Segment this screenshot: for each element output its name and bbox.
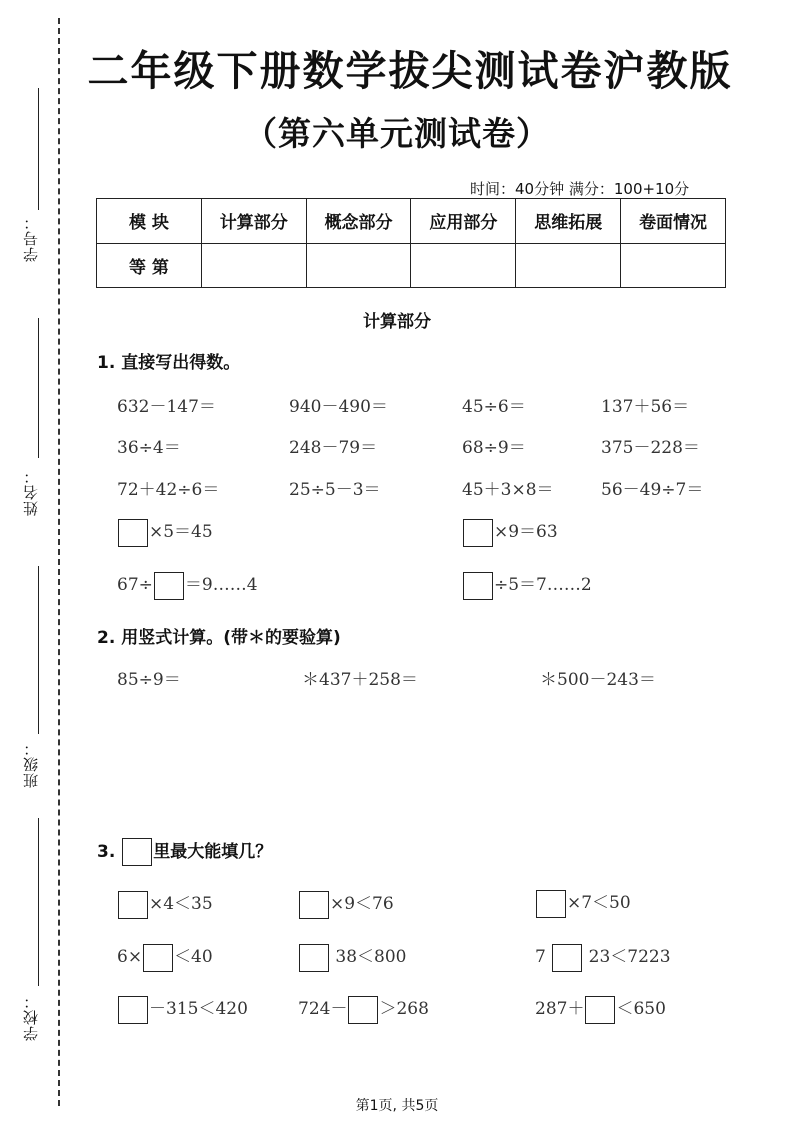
section-title: 计算部分 (363, 312, 431, 332)
exercise: ＊500－243＝ (540, 670, 656, 690)
exercise: 632－147＝ (117, 397, 216, 417)
fill-box-exercise (298, 942, 407, 972)
exercise-text: ×5＝45 (149, 522, 213, 542)
page-title: 二年级下册数学拔尖测试卷沪教版 (87, 47, 733, 95)
score-table-cell: 卷面情况 (621, 199, 726, 244)
exercise: 85÷9＝ (117, 670, 181, 690)
exercise-text: 23＜7223 (588, 947, 671, 967)
exercise-text: ＜650 (616, 999, 666, 1019)
time-info: 时间：40分钟 满分：100+10分 (470, 180, 690, 198)
score-table-cell: 思维拓展 (516, 199, 621, 244)
exercise-text: ×7＜50 (567, 893, 631, 913)
exercise-text: 724－ (298, 999, 348, 1019)
score-table-cell: 等 第 (97, 243, 202, 288)
score-table (96, 198, 726, 288)
exercise-text: 38＜800 (335, 947, 407, 967)
answer-box-sample (122, 838, 152, 866)
fill-box-exercise (117, 570, 258, 600)
fill-box-exercise (117, 994, 248, 1024)
score-table-cell: 计算部分 (201, 199, 306, 244)
exercise: 68÷9＝ (462, 438, 526, 458)
student-id-label: 学号： (22, 214, 40, 262)
exercise-text: 67÷ (117, 575, 153, 595)
score-table-cell: 概念部分 (306, 199, 411, 244)
school-label: 学校： (22, 993, 40, 1041)
answer-box[interactable] (585, 996, 615, 1024)
answer-box[interactable] (299, 944, 329, 972)
fill-box-exercise (117, 889, 213, 919)
answer-box[interactable] (143, 944, 173, 972)
exercise-text: －315＜420 (149, 999, 248, 1019)
exercise-text: ＜40 (174, 947, 213, 967)
exercise-text: ＝9……4 (184, 575, 258, 595)
exercise: 45＋3×8＝ (462, 480, 554, 500)
page-footer: 第1页, 共5页 (355, 1098, 439, 1114)
answer-box[interactable] (463, 572, 493, 600)
fill-box-exercise (535, 942, 671, 972)
answer-box[interactable] (118, 519, 148, 547)
question-3-text: 里最大能填几？ (153, 842, 273, 862)
fill-box-exercise (535, 994, 666, 1024)
exercise-text: ×9＜76 (330, 894, 394, 914)
page-subtitle: （第六单元测试卷） (244, 114, 550, 153)
fill-box-exercise (535, 888, 631, 918)
exercise-text: ÷5＝7……2 (494, 575, 592, 595)
score-input-cell[interactable] (201, 243, 306, 288)
answer-box[interactable] (118, 891, 148, 919)
fill-box-exercise (462, 517, 558, 547)
school-line (38, 818, 39, 986)
score-table-grade-row (97, 243, 726, 288)
score-table-header-row (97, 199, 726, 244)
question-2-title: 2. 用竖式计算。(带＊的要验算) (97, 628, 341, 648)
class-label: 班级： (22, 740, 40, 788)
question-1-title: 1. 直接写出得数。 (97, 353, 241, 373)
fill-box-exercise (298, 994, 429, 1024)
binding-dashed-line (58, 18, 60, 1106)
score-input-cell[interactable] (411, 243, 516, 288)
exercise: 248－79＝ (289, 438, 378, 458)
exercise-text: 287＋ (535, 999, 585, 1019)
score-table-cell: 应用部分 (411, 199, 516, 244)
exercise: 137＋56＝ (601, 397, 690, 417)
answer-box[interactable] (552, 944, 582, 972)
exercise: 45÷6＝ (462, 397, 526, 417)
exercise: 72＋42÷6＝ (117, 480, 220, 500)
name-line (38, 318, 39, 458)
answer-box[interactable] (536, 890, 566, 918)
fill-box-exercise (117, 517, 213, 547)
score-input-cell[interactable] (516, 243, 621, 288)
answer-box[interactable] (118, 996, 148, 1024)
answer-box[interactable] (299, 891, 329, 919)
exercise-text: 7 (535, 947, 546, 967)
exercise-text: 6× (117, 947, 143, 967)
exercise: 56－49÷7＝ (601, 480, 704, 500)
class-line (38, 566, 39, 734)
score-table-cell: 模 块 (97, 199, 202, 244)
exercise: ＊437＋258＝ (302, 670, 418, 690)
name-label: 姓名： (22, 468, 40, 516)
fill-box-exercise (298, 889, 394, 919)
score-input-cell[interactable] (306, 243, 411, 288)
question-3-number: 3. (97, 842, 116, 862)
exercise: 375－228＝ (601, 438, 700, 458)
question-3-title (97, 837, 272, 866)
answer-box[interactable] (154, 572, 184, 600)
fill-box-exercise (462, 570, 592, 600)
exercise-text: ＞268 (379, 999, 429, 1019)
answer-box[interactable] (348, 996, 378, 1024)
score-input-cell[interactable] (621, 243, 726, 288)
answer-box[interactable] (463, 519, 493, 547)
exercise-text: ×4＜35 (149, 894, 213, 914)
exercise: 940－490＝ (289, 397, 388, 417)
exercise: 36÷4＝ (117, 438, 181, 458)
exercise-text: ×9＝63 (494, 522, 558, 542)
exercise: 25÷5－3＝ (289, 480, 381, 500)
fill-box-exercise (117, 942, 213, 972)
